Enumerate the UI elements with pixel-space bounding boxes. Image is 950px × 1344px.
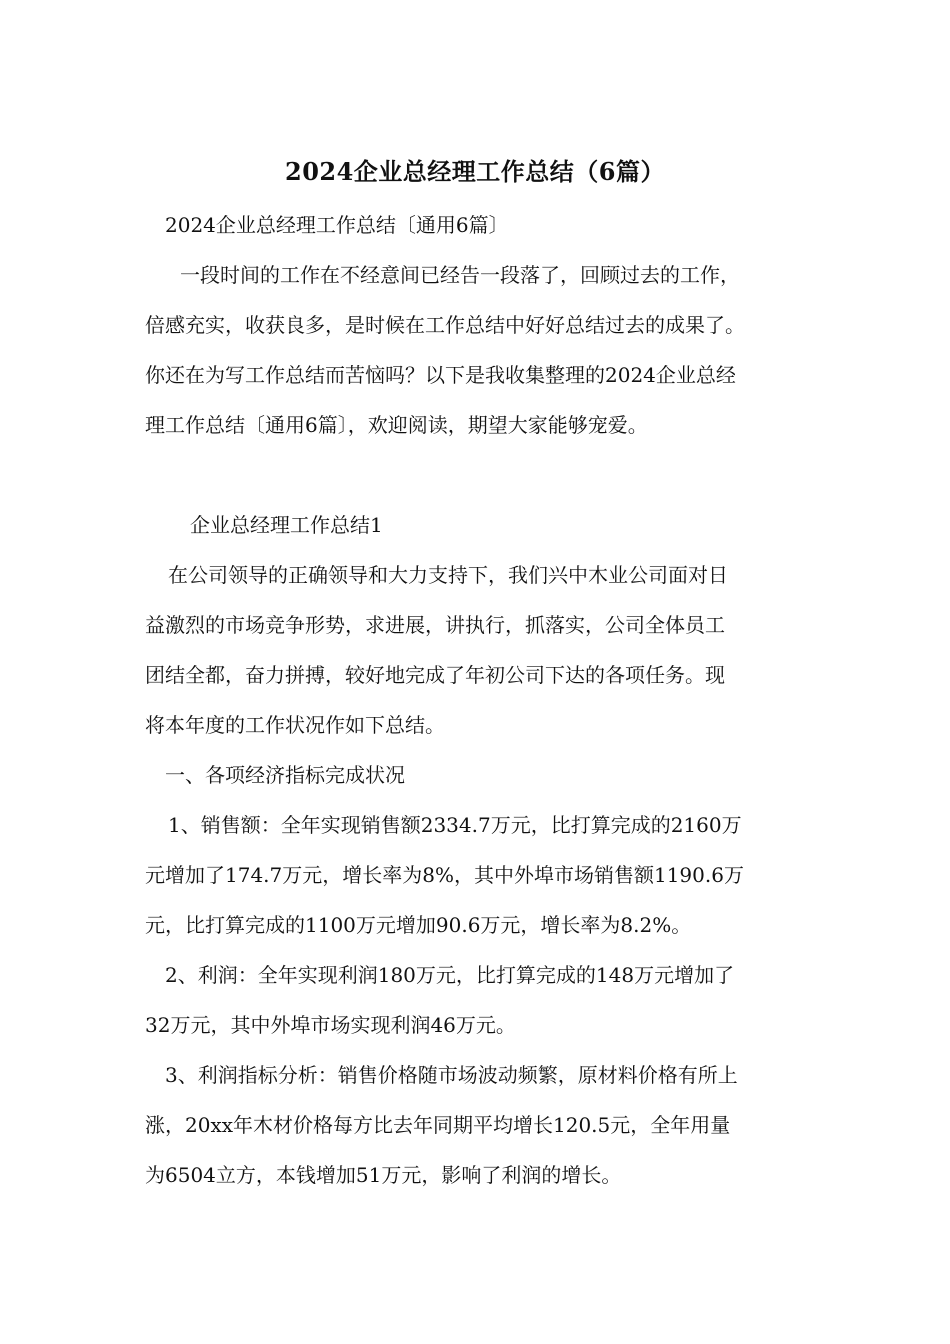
item1-line-2: 元增加了174.7万元，增长率为8%，其中外埠市场销售额1190.6万 [145,863,744,887]
intro-line-1: 一段时间的工作在不经意间已经告一段落了，回顾过去的工作， [180,263,740,287]
intro-line-3: 你还在为写工作总结而苦恼吗？以下是我收集整理的2024企业总经 [145,363,736,387]
para1-line-4: 将本年度的工作状况作如下总结。 [145,713,445,737]
para1-line-2: 益激烈的市场竞争形势，求进展，讲执行，抓落实，公司全体员工 [145,613,725,637]
document-title: 2024企业总经理工作总结（6篇） [285,157,665,186]
item2-line-1: 2、利润：全年实现利润180万元，比打算完成的148万元增加了 [165,963,735,987]
item1-line-1: 1、销售额：全年实现销售额2334.7万元，比打算完成的2160万 [168,813,742,837]
document-subtitle: 2024企业总经理工作总结〔通用6篇〕 [165,213,509,237]
item1-line-3: 元，比打算完成的1100万元增加90.6万元，增长率为8.2%。 [145,913,692,937]
para1-line-1: 在公司领导的正确领导和大力支持下，我们兴中木业公司面对日 [168,563,728,587]
intro-line-2: 倍感充实，收获良多，是时候在工作总结中好好总结过去的成果了。 [145,313,745,337]
item3-line-3: 为6504立方，本钱增加51万元，影响了利润的增长。 [145,1163,622,1187]
para1-line-3: 团结全都，奋力拼搏，较好地完成了年初公司下达的各项任务。现 [145,663,725,687]
item2-line-2: 32万元，其中外埠市场实现利润46万元。 [145,1013,516,1037]
item3-line-2: 涨，20xx年木材价格每方比去年同期平均增长120.5元，全年用量 [145,1113,731,1137]
section-heading: 企业总经理工作总结1 [190,513,383,537]
heading-one: 一、各项经济指标完成状况 [165,763,405,787]
intro-line-4: 理工作总结〔通用6篇〕，欢迎阅读，期望大家能够宠爱。 [145,413,648,437]
item3-line-1: 3、利润指标分析：销售价格随市场波动频繁，原材料价格有所上 [165,1063,738,1087]
